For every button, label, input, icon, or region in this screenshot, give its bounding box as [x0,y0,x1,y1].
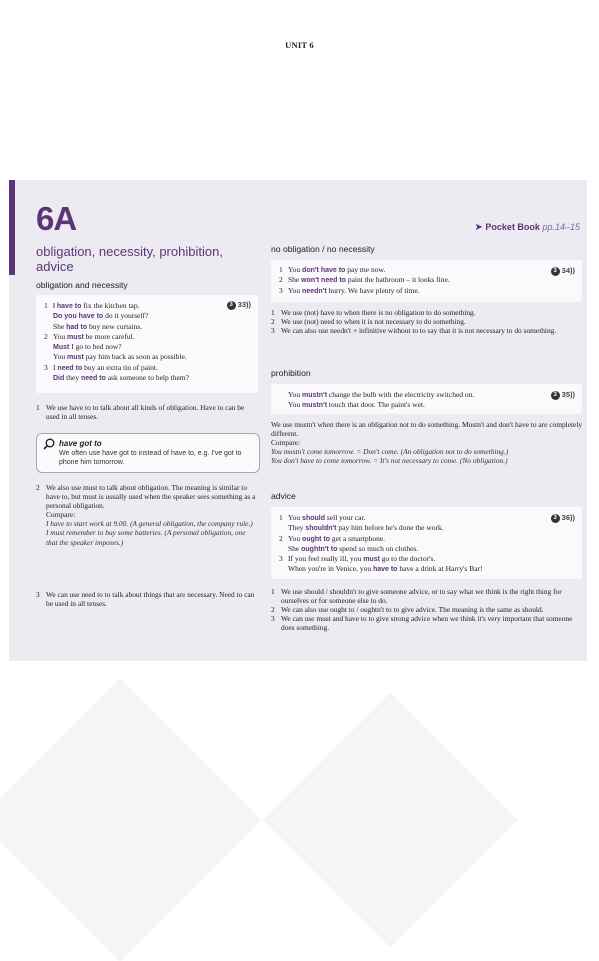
notes-no-obligation [271,308,582,335]
example-list [279,390,569,411]
audio-track-33: 3 33)) [227,300,251,310]
example-line: 2 You must be more careful. [44,331,135,341]
example-box-obligation [36,295,258,393]
pocket-book-reference [475,222,580,233]
have-got-to-box [36,433,260,473]
note-line: 3 We can use must and have to to give strong advice when we think it's very important that someone does something. [271,614,573,633]
audio-disc-icon: 3 [551,514,560,523]
example-list [279,265,569,296]
example-box-no-obligation [271,260,582,302]
example-line: 1 You don't have to pay me now. [279,265,386,274]
example-box-advice [271,507,582,579]
notes-advice [271,587,582,632]
example-line: 3 If you feel really ill, you must go to the doctor's. [279,554,436,564]
subheading-obligation: obligation and necessity [36,280,128,290]
note-line: 1 We use should / shouldn't to give someone advice, or to say what we think is the right thing for ourselves or for someone else to do. [271,587,562,606]
note-line: 2 We use (not) need to when it is not necessary to do something. [271,317,466,327]
lesson-number: 6A [36,200,77,237]
example-line: 1 You should sell your car. [279,513,366,522]
arrow-icon: ➤ [474,222,483,233]
audio-disc-icon: 3 [227,301,236,310]
example-line: You must pay him back as soon as possible. [53,352,187,362]
example-list [279,513,569,575]
example-box-prohibition [271,384,582,414]
have-got-to-heading: have got to [59,439,102,448]
example-line: Must I go to bed now? [53,342,122,352]
audio-track-35: 3 35)) [551,390,575,400]
note-must: 2 We also use must to talk about obligation. The meaning is similar to have to, but must is usually used when the speaker sees something as a personal obligation. Compare: I have to start work at 9.00. (A general obligation, the company rule.) I must remember to buy some batteries. (A personal obligation, one that the speaker imposes.) [36,483,256,547]
example-line: 1 I have to fix the kitchen tap. [44,301,140,310]
example-list [44,301,254,383]
page-edge-stripe [9,180,15,275]
example-line: You mustn't change the bulb with the electricity switched on. [288,390,475,399]
audio-track-34: 3 34)) [551,266,575,276]
example-line: 3 I need to buy an extra tin of paint. [44,362,158,372]
note-need-to: 3 We can use need to to talk about things that are necessary. Need to can be used in all tenses. [36,590,255,609]
lesson-title: obligation, necessity, prohibition, advice [36,244,223,274]
example-line: When you're in Venice, you have to have a drink at Harry's Bar! [288,564,483,574]
note-line: 2 We can also use ought to / oughtn't to to give advice. The meaning is the same as should. [271,605,544,615]
have-got-to-body: We often use have got to instead of have to, e.g. I've got to phone him tomorrow. [59,450,242,466]
example-line: Did they need to ask someone to help them? [53,373,189,383]
background-shape [263,693,518,948]
pocket-book-pages: pp.14–15 [542,222,580,232]
magnifier-icon [43,438,55,450]
example-line: They shouldn't pay him before he's done the work. [288,523,444,533]
example-line: She oughtn't to spend so much on clothes. [288,543,419,553]
example-line: 2 You ought to get a smartphone. [279,533,386,543]
note-have-to: 1 We use have to to talk about all kinds of obligation. Have to can be used in all tenses. [36,403,245,422]
subheading-advice: advice [271,491,296,501]
audio-track-36: 3 36)) [551,513,575,523]
note-line: 3 We can also use needn't + infinitive without to to say that it is not necessary to do something. [271,326,557,336]
example-line: She had to buy new curtains. [53,321,143,331]
pocket-book-label: Pocket Book [485,222,540,232]
audio-disc-icon: 3 [551,267,560,276]
subheading-prohibition: prohibition [271,368,311,378]
example-line: 2 She won't need to paint the bathroom – it looks fine. [279,275,450,285]
background-shape [0,679,261,961]
unit-header: UNIT 6 [285,40,314,50]
note-prohibition: We use mustn't when there is an obligation not to do something. Mustn't and don't have to are completely different. Compare: You mustn't come tomorrow. = Don't come. (An obligation not to do something.) You don't have to come tomorrow. = It's not necessary to come. (No obligation.) [271,420,583,466]
textbook-page [9,180,587,661]
example-line: Do you have to do it yourself? [53,311,149,321]
example-line: You mustn't touch that door. The paint's wet. [288,400,425,410]
example-line: 3 You needn't hurry. We have plenty of time. [279,285,420,295]
subheading-no-obligation: no obligation / no necessity [271,244,375,254]
audio-disc-icon: 3 [551,391,560,400]
note-line: 1 We use (not) have to when there is no obligation to do something. [271,308,476,317]
